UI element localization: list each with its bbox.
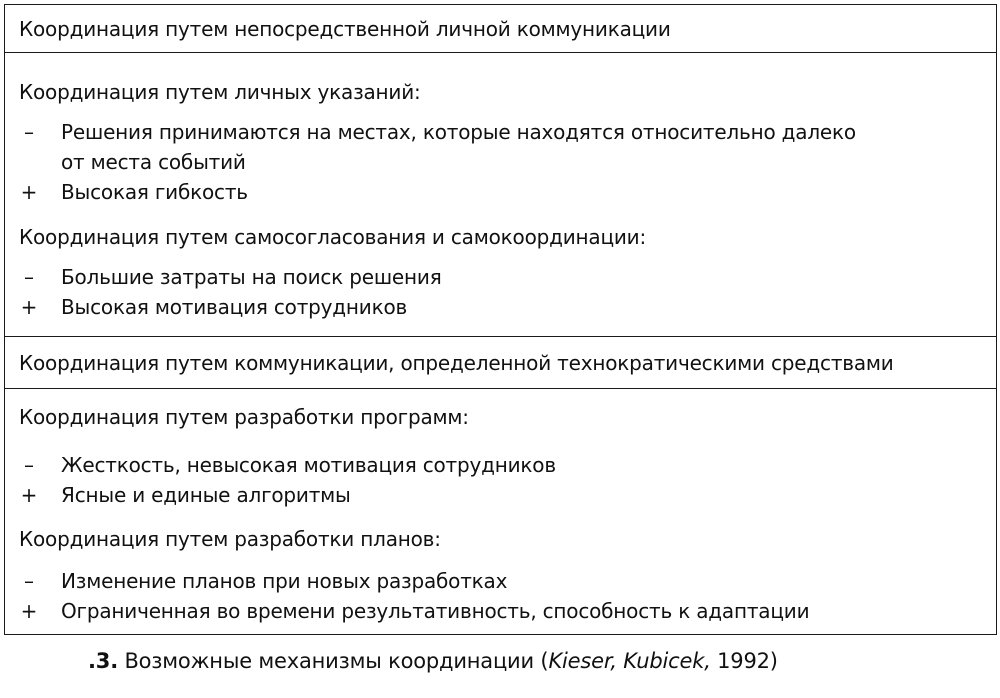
coordination-table [4, 4, 997, 635]
list-item-line: Большие затраты на поиск решения [61, 265, 442, 289]
section-header-1 [5, 5, 996, 53]
caption-text: Возможные механизмы координации ( [124, 649, 549, 673]
group-title: Координация путем разработки программ: [19, 405, 469, 429]
plus-sign: + [20, 295, 38, 319]
list-item-line: от места событий [61, 150, 246, 174]
list-item-line: Решения принимаются на местах, которые находятся относительно далеко [61, 120, 856, 144]
caption-authors: Kieser, Kubicek, [548, 649, 711, 673]
section-header-text: Координация путем непосредственной личной коммуникации [19, 17, 671, 41]
section-body-2 [5, 389, 996, 634]
caption-year: 1992) [710, 649, 778, 673]
group-title: Координация путем разработки планов: [19, 527, 441, 551]
list-item-line: Ясные и единые алгоритмы [61, 483, 351, 507]
list-item-line: Высокая гибкость [61, 180, 248, 204]
minus-sign: – [24, 265, 34, 289]
group-title: Координация путем личных указаний: [19, 80, 421, 104]
figure-caption [88, 648, 778, 674]
list-item-line: Изменение планов при новых разработках [61, 569, 508, 593]
section-body-1 [5, 53, 996, 337]
list-item-line: Ограниченная во времени результативность, способность к адаптации [61, 599, 810, 623]
section-header-2 [5, 337, 996, 389]
list-item-line: Высокая мотивация сотрудников [61, 295, 408, 319]
plus-sign: + [20, 180, 38, 204]
list-item-line: Жесткость, невысокая мотивация сотрудников [61, 453, 556, 477]
caption-number: .3. [88, 649, 118, 673]
section-header-text: Координация путем коммуникации, определенной технократическими средствами [19, 351, 894, 375]
minus-sign: – [24, 453, 34, 477]
minus-sign: – [24, 120, 34, 144]
plus-sign: + [20, 599, 38, 623]
group-title: Координация путем самосогласования и самокоординации: [19, 225, 647, 249]
plus-sign: + [20, 483, 38, 507]
minus-sign: – [24, 569, 34, 593]
